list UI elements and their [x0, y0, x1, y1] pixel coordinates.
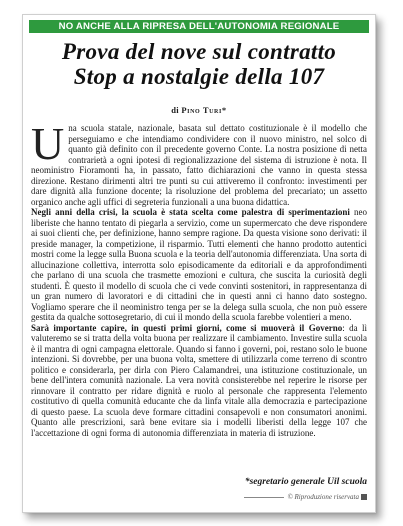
newspaper-clipping — [22, 14, 376, 513]
end-mark-icon — [361, 494, 367, 500]
article-body — [31, 118, 367, 438]
byline — [23, 105, 375, 116]
paragraph-2 — [31, 207, 367, 323]
section-banner: NO ANCHE ALLA RIPRESA DELL'AUTONOMIA REGIONALE — [29, 20, 369, 33]
paragraph-3 — [31, 323, 367, 439]
drop-cap: U — [31, 118, 65, 169]
headline-line-2: Stop a nostalgie della 107 — [73, 64, 325, 89]
paragraph-3-text: : da lì valuteremo se si tratta della volta buona per realizzare il cambiamento. Investire sulla scuola è il mantra di ogni campagna elettorale. Quando si fanno i governi, poi, restano solo le buone intenzioni. Si dovrebbe, per una buona volta, smettere di utilizzarla come terreno di scontro politico e considerarla, per dirla con Piero Calamandrei, una istituzione costituzionale, un bene dell'intera comunità nazionale. La vera novità consisterebbe nel reperire le risorse per rinnovare il contratto per ridare dignità e ruolo al personale che rappresenta l'elemento costitutivo di quella comunità educante che da linfa vitale alla democrazia e partecipazione di questo paese. La scuola deve formare cittadini consapevoli e non consumatori anonimi. Quanto alle prescrizioni, sarà bene evitare sia i modelli liberisti della legge 107 che l'accettazione di ogni forma di autonomia differenziata in materia di istruzione. — [31, 322, 367, 438]
copyright-text: © Riproduzione riservata — [287, 493, 359, 501]
paragraph-1-text: na scuola statale, nazionale, basata sul dettato costituzionale è il modello che perseguiamo e che intendiamo condividere con il nuovo ministro, nel solco di quanto già definito con il precedente governo Conte. La nostra posizione di netta contrarietà a ogni ipotesi di regionalizzazione del sistema di istruzione è nota. Il neoministro Fioramonti ha, in passato, fatto dichiarazioni che vanno in questa stessa direzione. Restano dirimenti altri tre punti su cui attiveremo il confronto: investimenti per dare dignità alla funzione docente; la risoluzione del problema del precariato; un assetto organico anche agli uffici di segreteria funzionali a una buona didattica. — [31, 123, 367, 207]
headline-line-1: Prova del nove sul contratto — [61, 39, 337, 64]
copyright-note — [244, 493, 367, 502]
paragraph-1 — [31, 118, 367, 207]
paragraph-2-text: neo liberiste che hanno tentato di piegarla a servizio, come un supermercato che deve rispondere ai suoi clienti che, per definizione, hanno sempre ragione. Da questa visione sono derivati: il preside manager, la competizione, il risparmio. Tutti elementi che hanno prodotto autentici mostri come la legge sulla Buona scuola e la teoria dell'autonomia differenziata. Una sorta di allucinazione collettiva, interrotta solo episodicamente da editoriali e da approfondimenti che parlano di una scuola che trasmette emozioni e cultura, che suscita la curiosità degli studenti. È questo il modello di scuola che ci vede convinti sostenitori, in rappresentanza di un gran numero di lavoratori e di cittadini che in questi anni ci hanno dato sostegno. Vogliamo sperare che il neoministro tenga per se la delega sulla scuola, che non può essere gestita da qualche sottosegretario, di cui il mondo della scuola farebbe volentieri a meno. — [31, 207, 367, 322]
paragraph-2-lead: Negli anni della crisi, la scuola è stata scelta come palestra di sperimentazioni — [31, 207, 350, 217]
paragraph-3-lead: Sarà importante capire, in questi primi giorni, come si muoverà il Governo — [31, 322, 343, 333]
rule-line — [244, 497, 284, 498]
byline-author: Pino Turi* — [181, 105, 227, 115]
headline — [27, 39, 371, 89]
byline-prefix: di — [171, 105, 179, 115]
author-signature: *segretario generale Uil scuola — [244, 477, 367, 487]
